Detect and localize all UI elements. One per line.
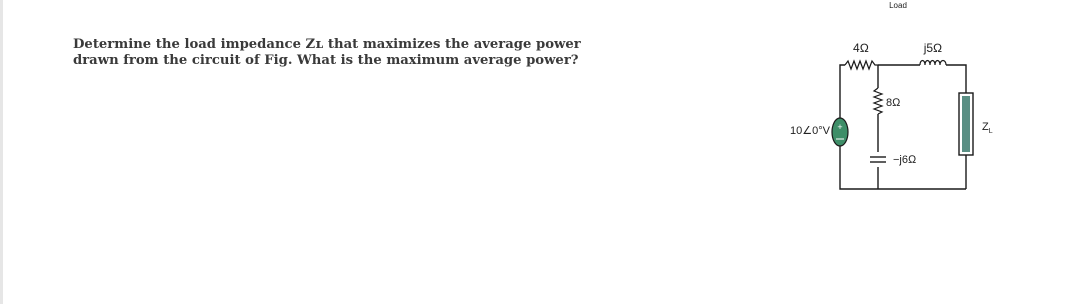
capacitor-j6ohm xyxy=(870,157,886,162)
r1-label: 4Ω xyxy=(853,41,869,55)
capacitor-label: −j6Ω xyxy=(893,154,917,166)
source-label: 10∠0°V xyxy=(790,125,830,137)
question-line-1: Determine the load impedance Zʟ that maximizes the average power xyxy=(73,37,581,52)
zl-main: Z xyxy=(982,121,989,133)
question-line-2: drawn from the circuit of Fig. What is the maximum average power? xyxy=(73,53,579,68)
load-impedance-box xyxy=(959,93,973,155)
load-label: Load xyxy=(889,1,907,10)
voltage-source xyxy=(832,118,848,146)
r2-label: 8Ω xyxy=(886,97,901,109)
resistor-4ohm xyxy=(845,61,878,69)
inductor-label: j5Ω xyxy=(923,41,943,55)
zl-subscript: L xyxy=(988,128,993,135)
resistor-8ohm xyxy=(874,88,882,114)
zl-label xyxy=(982,121,993,135)
circuit-wires xyxy=(840,65,966,189)
svg-text:+: + xyxy=(837,122,843,132)
inductor-j5ohm xyxy=(920,61,946,66)
